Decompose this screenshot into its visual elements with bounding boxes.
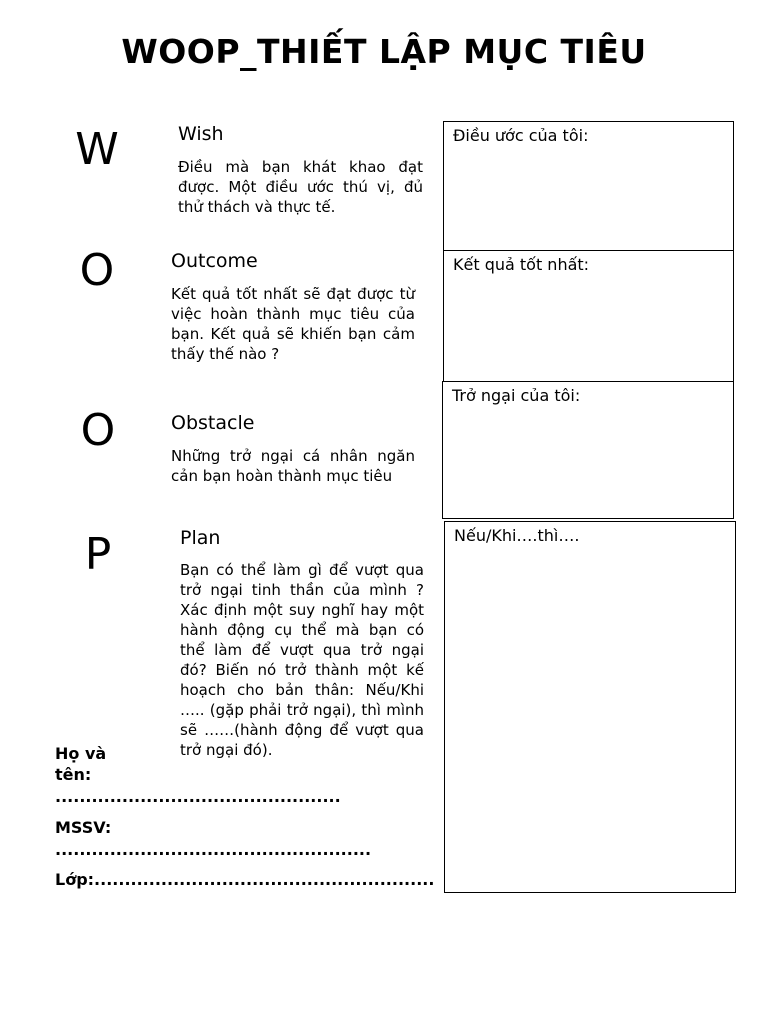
class-field[interactable]: ........................................................	[94, 870, 435, 889]
plan-description: Bạn có thể làm gì để vượt qua trở ngại tinh thần của mình ? Xác định một suy nghĩ hay một hành động cụ thể mà bạn có thể làm để vượt qua trở ngại đó? Biến nó trở thành một kế hoạch cho bản thân: Nếu/Khi ….. (gặp phải trở ngại), thì mình sẽ ……(hành động để vượt qua trở ngại đó).	[180, 561, 424, 759]
plan-box[interactable]	[444, 521, 736, 893]
obstacle-box[interactable]	[442, 381, 734, 519]
class-label: Lớp:	[55, 870, 95, 889]
outcome-box-label: Kết quả tốt nhất:	[453, 255, 590, 274]
name-field[interactable]: ...............................................	[55, 787, 341, 806]
obstacle-description: Những trở ngại cá nhân ngăn cản bạn hoàn thành mục tiêu	[171, 447, 415, 485]
wish-heading: Wish	[178, 123, 224, 145]
wish-description: Điều mà bạn khát khao đạt được. Một điều ước thú vị, đủ thử thách và thực tế.	[178, 158, 423, 216]
wish-box-label: Điều ước của tôi:	[453, 126, 589, 145]
student-id-label: MSSV:	[55, 818, 112, 837]
obstacle-heading: Obstacle	[171, 412, 255, 434]
plan-heading: Plan	[180, 527, 221, 549]
page-title: WOOP_THIẾT LẬP MỤC TIÊU	[121, 32, 647, 71]
wish-box[interactable]	[443, 121, 734, 251]
woop-letter-w: W	[75, 124, 119, 175]
woop-letter-o-obstacle: O	[80, 405, 116, 456]
obstacle-box-label: Trở ngại của tôi:	[452, 386, 581, 405]
outcome-heading: Outcome	[171, 250, 258, 272]
woop-letter-o-outcome: O	[79, 245, 115, 296]
woop-letter-p: P	[84, 529, 112, 580]
class-row	[55, 869, 434, 890]
name-label: Họ và tên:	[55, 744, 107, 784]
outcome-box[interactable]	[443, 250, 734, 382]
student-id-field[interactable]: ....................................................	[55, 840, 372, 859]
outcome-description: Kết quả tốt nhất sẽ đạt được từ việc hoàn thành mục tiêu của bạn. Kết quả sẽ khiến bạn cảm thấy thế nào ?	[171, 285, 415, 363]
plan-box-label: Nếu/Khi….thì….	[454, 526, 580, 545]
